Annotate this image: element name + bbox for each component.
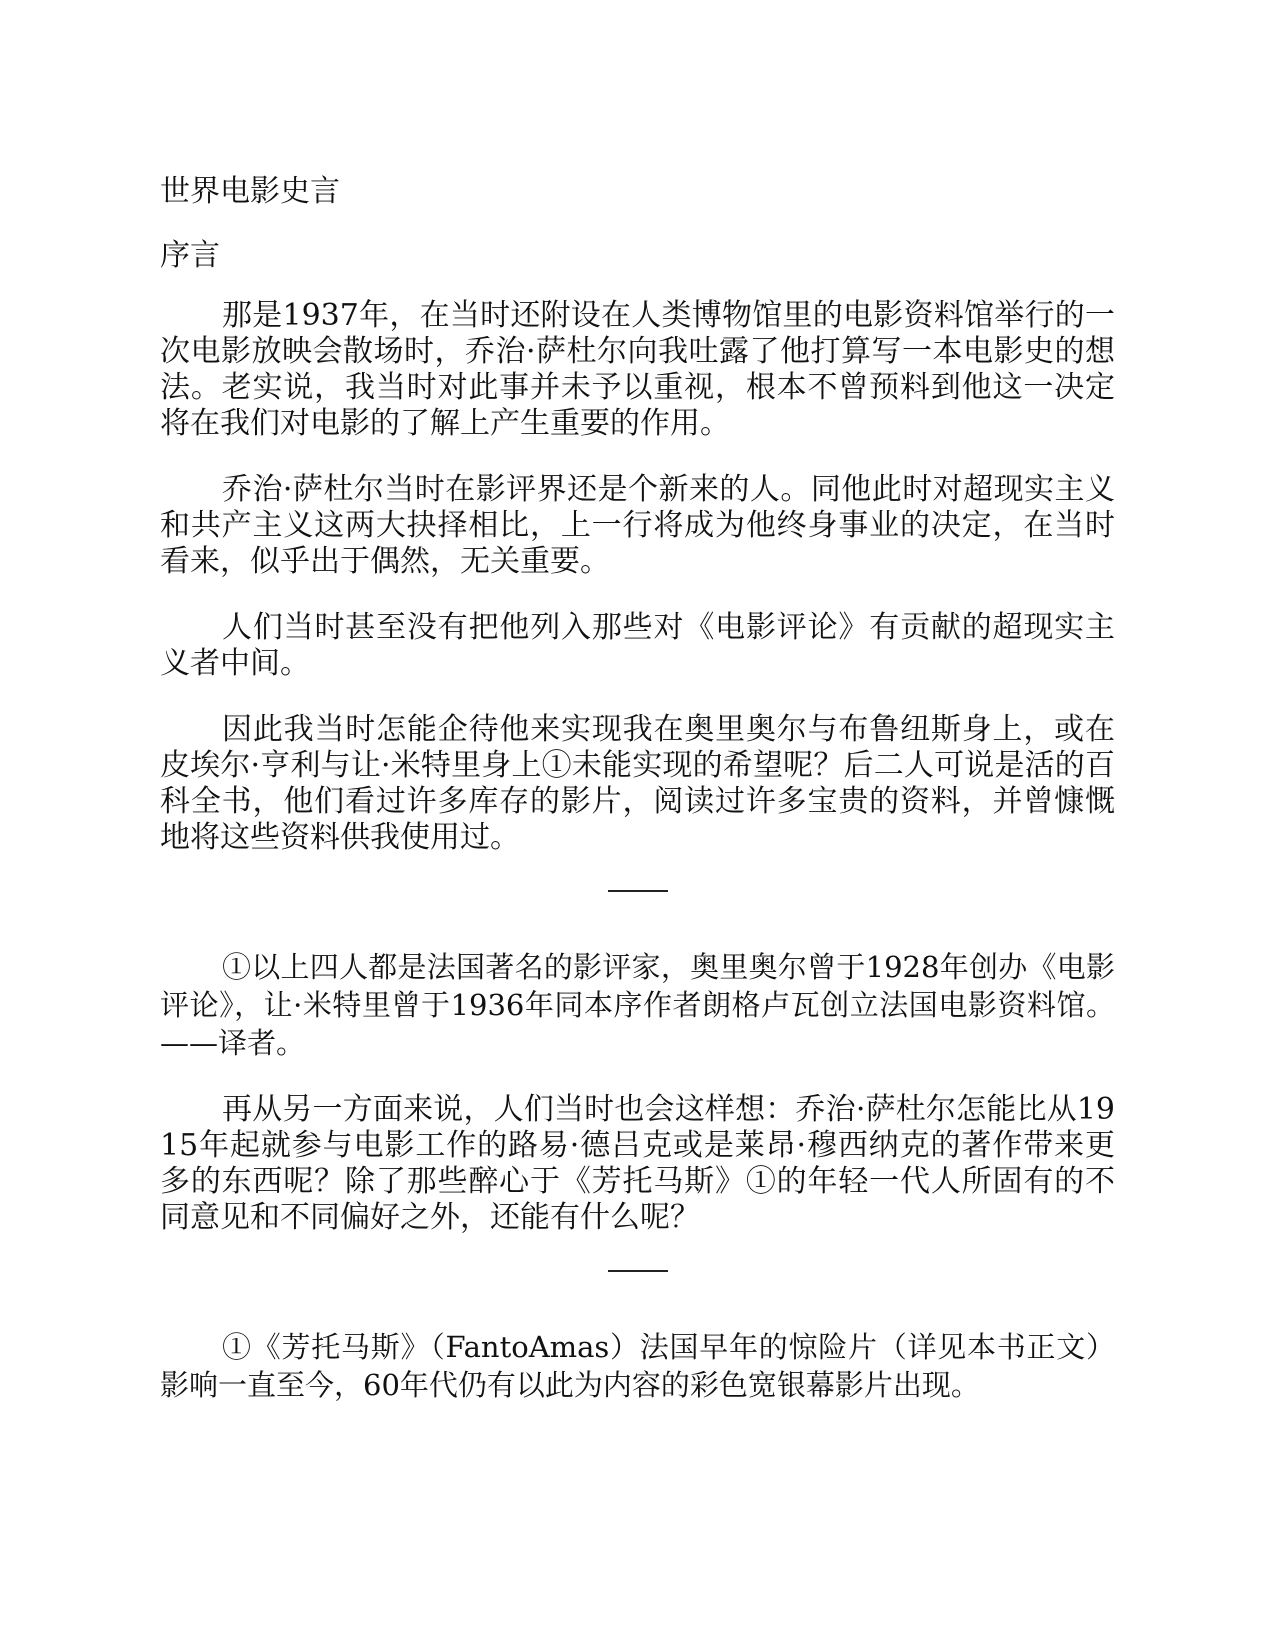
paragraph-1: 那是1937年，在当时还附设在人类博物馆里的电影资料馆举行的一次电影放映会散场时，乔治·萨杜尔向我吐露了他打算写一本电影史的想法。老实说，我当时对此事并未予以重视，根本不曾预料到他这一决定将在我们对电影的了解上产生重要的作用。 — [160, 298, 1115, 441]
page-content — [160, 172, 1115, 1434]
paragraph-4: 因此我当时怎能企待他来实现我在奥里奥尔与布鲁纽斯身上，或在皮埃尔·亨利与让·米特里身上①未能实现的希望呢？后二人可说是活的百科全书，他们看过许多库存的影片，阅读过许多宝贵的资料，并曾慷慨地将这些资料供我使用过。 — [160, 712, 1115, 855]
footnote-divider — [608, 890, 668, 892]
paragraph-2: 乔治·萨杜尔当时在影评界还是个新来的人。同他此时对超现实主义和共产主义这两大抉择相比，上一行将成为他终身事业的决定，在当时看来，似乎出于偶然，无关重要。 — [160, 472, 1115, 579]
section-title: 序言 — [160, 238, 220, 273]
book-title: 世界电影史言 — [160, 174, 340, 209]
paragraph-5: 再从另一方面来说，人们当时也会这样想：乔治·萨杜尔怎能比从1915年起就参与电影工作的路易·德吕克或是莱昂·穆西纳克的著作带来更多的东西呢？除了那些醉心于《芳托马斯》①的年轻一代人所固有的不同意见和不同偏好之外，还能有什么呢？ — [160, 1092, 1115, 1235]
footnote-1: ①以上四人都是法国著名的影评家，奥里奥尔曾于1928年创办《电影评论》，让·米特里曾于1936年同本序作者朗格卢瓦创立法国电影资料馆。——译者。 — [160, 950, 1115, 1060]
footnote-2: ①《芳托马斯》（FantoAmas）法国早年的惊险片（详见本书正文）影响一直至今，60年代仍有以此为内容的彩色宽银幕影片出现。 — [160, 1330, 1115, 1402]
footnote-divider-2 — [608, 1270, 668, 1272]
paragraph-3: 人们当时甚至没有把他列入那些对《电影评论》有贡献的超现实主义者中间。 — [160, 610, 1115, 681]
